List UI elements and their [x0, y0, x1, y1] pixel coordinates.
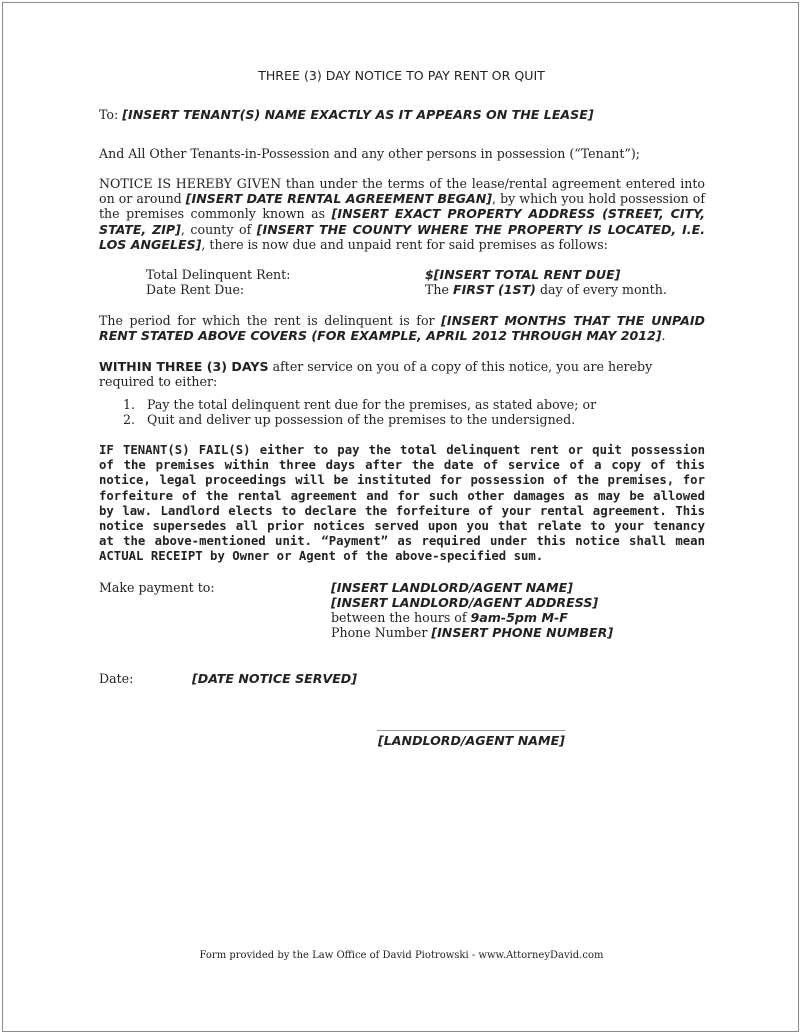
- address-placeholder: [INSERT EXACT PROPERTY ADDRESS (STREET, CITY, STATE, ZIP]: [99, 206, 705, 237]
- date-rent-due-value: [425, 282, 667, 297]
- phone-line: [331, 625, 613, 640]
- within-paragraph: [99, 359, 705, 389]
- signature-line: [377, 730, 565, 731]
- date-pre: The: [425, 282, 453, 297]
- signature-name-placeholder: [LANDLORD/AGENT NAME]: [378, 733, 565, 748]
- footer-credit: Form provided by the Law Office of David Piotrowski - www.AttorneyDavid.com: [199, 950, 604, 961]
- total-rent-label: Total Delinquent Rent:: [146, 267, 291, 282]
- total-rent-placeholder: $[INSERT TOTAL RENT DUE]: [425, 267, 621, 282]
- list-item: [123, 397, 683, 412]
- list-item: [123, 412, 683, 427]
- within-text: after service on you of a copy of this notice, you are hereby required to either:: [99, 359, 653, 390]
- hours-value: 9am-5pm M-F: [470, 610, 568, 625]
- option-number: 2.: [123, 412, 136, 428]
- notice-paragraph: [99, 176, 705, 252]
- to-line: [99, 107, 705, 122]
- first-day-value: FIRST (1ST): [452, 282, 536, 297]
- notice-text-2: , by which you hold possession of the premises commonly known as: [99, 191, 705, 222]
- date-began-placeholder: [INSERT DATE RENTAL AGREEMENT BEGAN]: [185, 191, 493, 207]
- period-end: .: [661, 328, 666, 344]
- phone-text: Phone Number: [331, 625, 432, 640]
- date-post: day of every month.: [535, 282, 667, 297]
- options-list: [123, 397, 683, 427]
- landlord-address-placeholder: [INSERT LANDLORD/AGENT ADDRESS]: [331, 595, 599, 610]
- make-payment-label: Make payment to:: [99, 580, 215, 595]
- to-label: To:: [99, 107, 119, 122]
- option-text: Quit and deliver up possession of the premises to the undersigned.: [147, 412, 576, 428]
- hours-text: between the hours of: [331, 610, 471, 625]
- county-placeholder: [INSERT THE COUNTY WHERE THE PROPERTY IS LOCATED, I.E. LOS ANGELES]: [99, 221, 705, 252]
- notice-text-3: , county of: [180, 221, 257, 237]
- period-text: The period for which the rent is delinquent is for: [99, 313, 442, 328]
- period-paragraph: [99, 313, 705, 343]
- notice-text-1: NOTICE IS HEREBY GIVEN than under the terms of the lease/rental agreement entered into on or around: [99, 176, 705, 207]
- date-label: Date:: [99, 671, 134, 686]
- warning-paragraph: IF TENANT(S) FAIL(S) either to pay the total delinquent rent or quit possession of the premises within three days after the date of service of a copy of this notice, legal proceedings will be instituted for possession of the premises, for forfeiture of the rental agreement and for such other damages as may be allowed by law. Landlord elects to declare the forfeiture of your rental agreement. This notice supersedes all prior notices served upon you that relate to your tenancy at the above-mentioned unit. “Payment” as required under this notice shall mean ACTUAL RECEIPT by Owner or Agent of the above-specified sum.: [99, 443, 705, 564]
- tenant-name-placeholder: [INSERT TENANT(S) NAME EXACTLY AS IT APPEARS ON THE LEASE]: [122, 107, 594, 122]
- notice-text-4: , there is now due and unpaid rent for said premises as follows:: [201, 236, 608, 252]
- months-placeholder: [INSERT MONTHS THAT THE UNPAID RENT STATED ABOVE COVERS (FOR EXAMPLE, APRIL 2012 THROUGH MAY 2012]: [99, 313, 705, 344]
- hours-line: [331, 610, 568, 625]
- and-all-line: And All Other Tenants-in-Possession and any other persons in possession (“Tenant”);: [99, 146, 640, 161]
- within-bold: WITHIN THREE (3) DAYS: [99, 359, 269, 374]
- option-number: 1.: [123, 397, 136, 412]
- document-title: THREE (3) DAY NOTICE TO PAY RENT OR QUIT: [258, 68, 545, 83]
- date-rent-due-label: Date Rent Due:: [146, 282, 245, 297]
- date-served-placeholder: [DATE NOTICE SERVED]: [192, 671, 358, 686]
- landlord-name-placeholder: [INSERT LANDLORD/AGENT NAME]: [331, 580, 573, 595]
- option-text: Pay the total delinquent rent due for the premises, as stated above; or: [147, 397, 597, 412]
- phone-placeholder: [INSERT PHONE NUMBER]: [431, 625, 614, 640]
